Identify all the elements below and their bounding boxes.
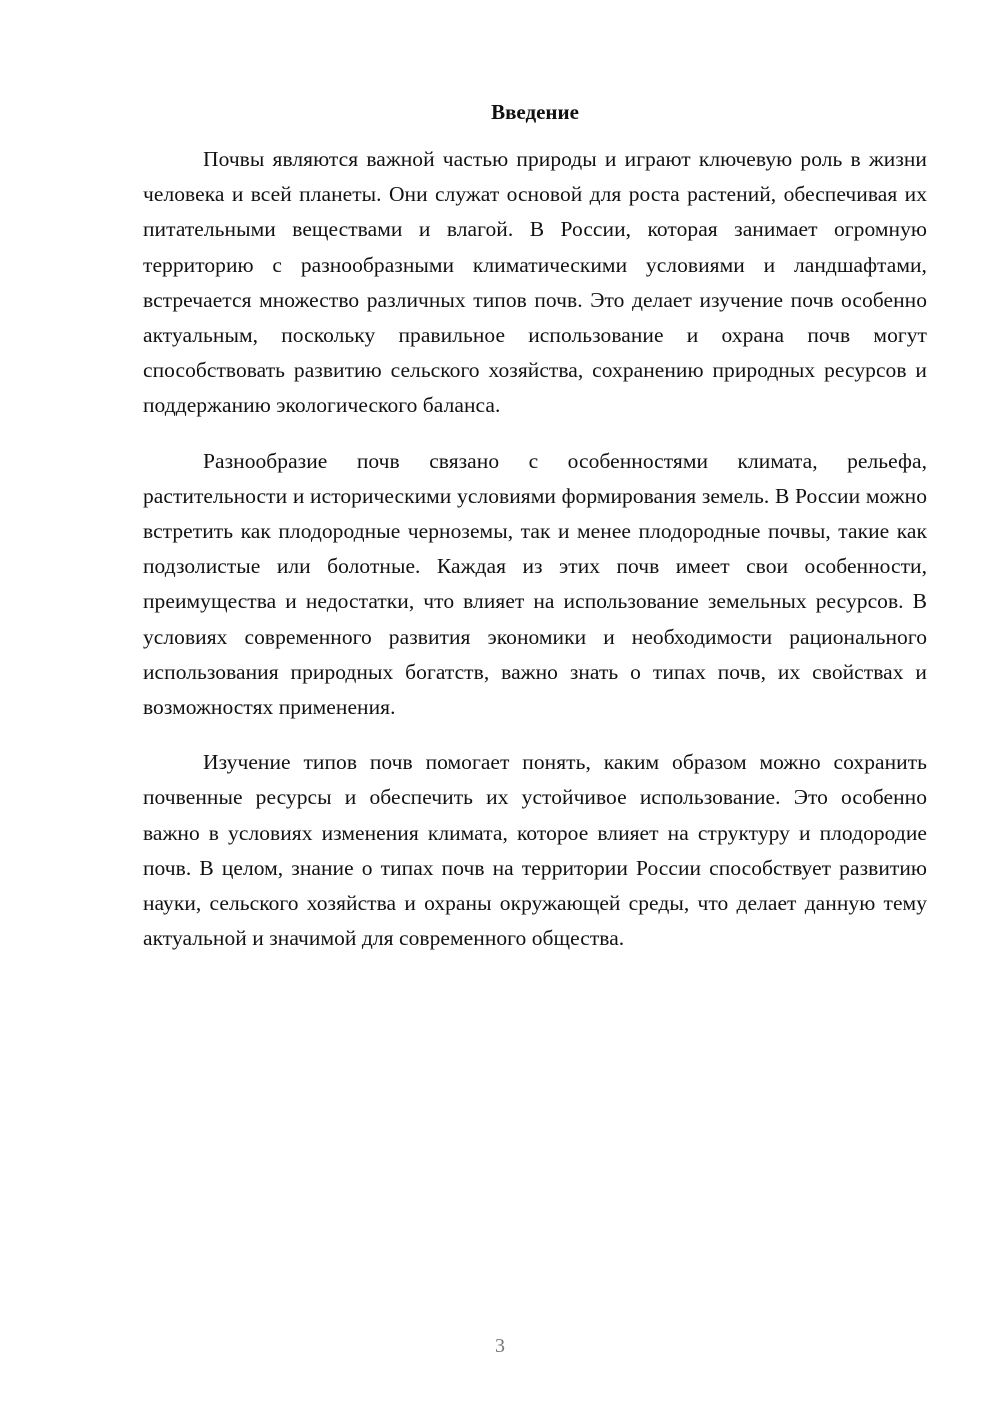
paragraph-2: Разнообразие почв связано с особенностями климата, рельефа, растительности и историческими условиями формирования земель. В России можно встретить как плодородные черноземы, так и менее плодородные почвы, такие как подзолистые или болотные. Каждая из этих почв имеет свои особенности, преимущества и недостатки, что влияет на использование земельных ресурсов. В условиях современного развития экономики и необходимости рационального использования природных богатств, важно знать о типах почв, их свойствах и возможностях применения. xyxy=(143,448,927,720)
page-number: 3 xyxy=(495,1335,505,1357)
paragraph-1: Почвы являются важной частью природы и играют ключевую роль в жизни человека и всей планеты. Они служат основой для роста растений, обеспечивая их питательными веществами и влагой. В России, которая занимает огромную территорию с разнообразными климатическими условиями и ландшафтами, встречается множество различных типов почв. Это делает изучение почв особенно актуальным, поскольку правильное использование и охрана почв могут способствовать развитию сельского хозяйства, сохранению природных ресурсов и поддержанию экологического баланса. xyxy=(143,147,927,418)
document-body xyxy=(143,142,927,976)
paragraph-3: Изучение типов почв помогает понять, каким образом можно сохранить почвенные ресурсы и обеспечить их устойчивое использование. Это особенно важно в условиях изменения климата, которое влияет на структуру и плодородие почв. В целом, знание о типах почв на территории России способствует развитию науки, сельского хозяйства и охраны окружающей среды, что делает данную тему актуальной и значимой для современного общества. xyxy=(143,750,927,951)
page-title: Введение xyxy=(491,100,579,124)
